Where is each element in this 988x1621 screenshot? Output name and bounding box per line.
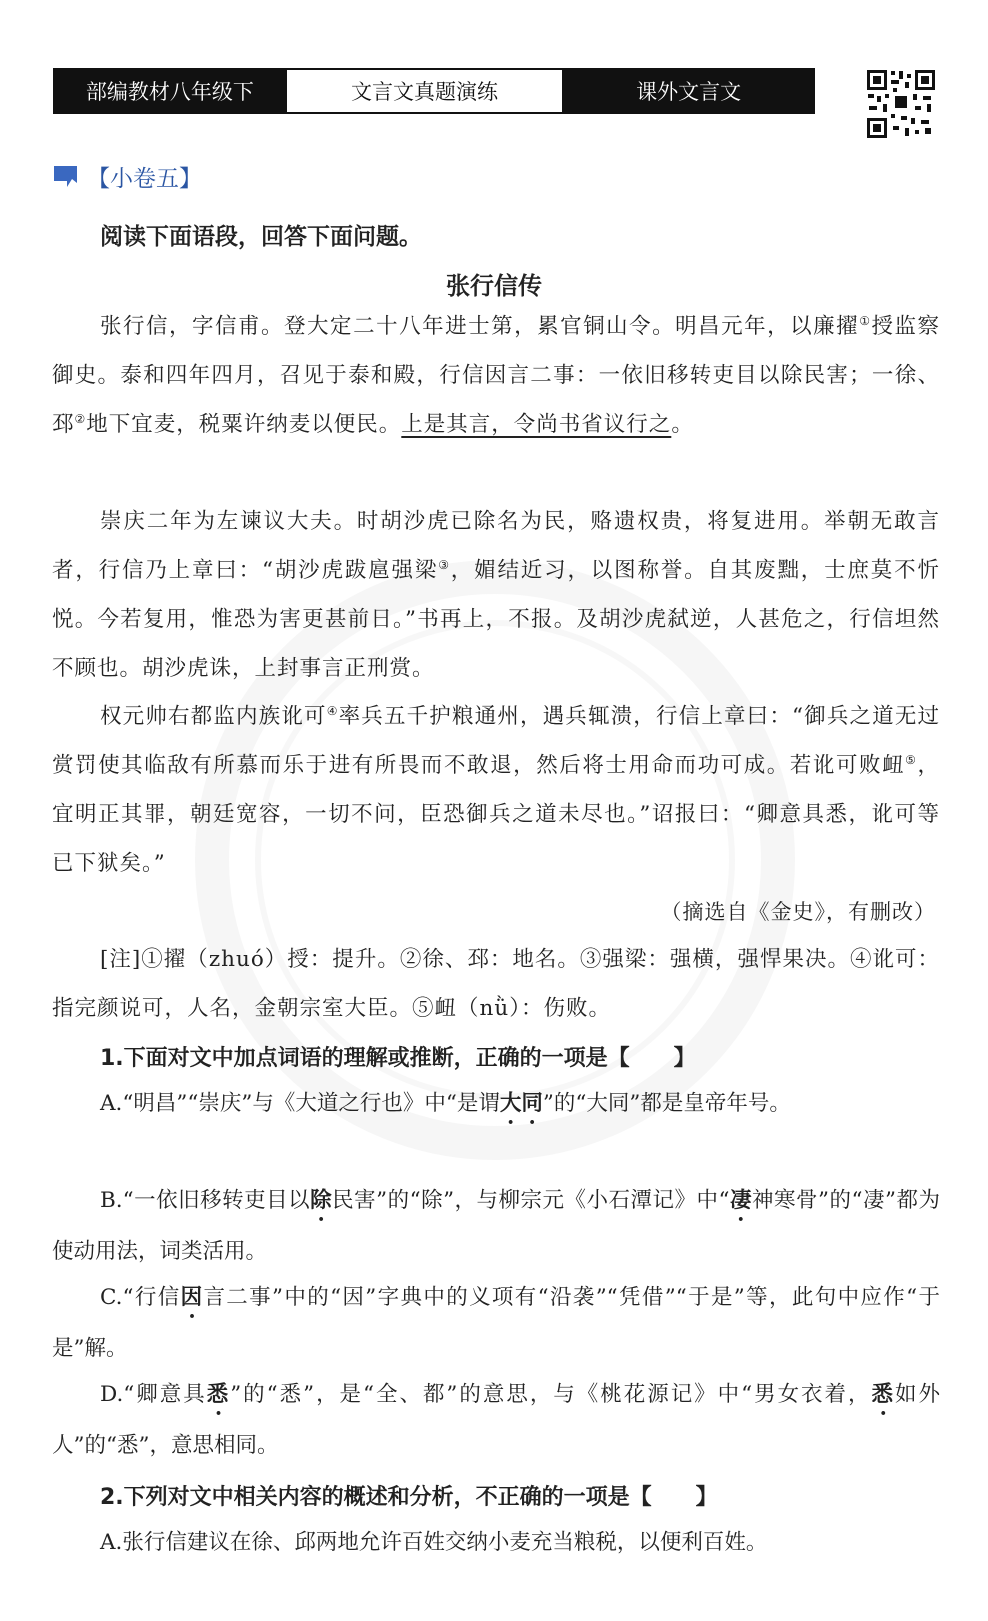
footnote-mark: ④ — [326, 703, 339, 718]
question-2-stem: 2.下列对文中相关内容的概述和分析，不正确的一项是【 】 — [100, 1485, 718, 1510]
bookmark-flag-icon — [53, 165, 79, 189]
text-span: 张行信，字信甫。登大定二十八年进士第，累官铜山令。明昌元年，以廉擢 — [100, 314, 860, 339]
header-topic: 文言文真题演练 — [285, 70, 565, 112]
text-span: 言二事”中的“因”字典中的义项有“沿袭”“凭借”“于是”等，此句中应作“于是”解。 — [52, 1285, 940, 1361]
question-1-option-d[interactable] — [52, 1369, 940, 1471]
question-1-stem: 1.下面对文中加点词语的理解或推断，正确的一项是【 】 — [100, 1046, 696, 1071]
dotted-word: 悉 — [871, 1382, 895, 1407]
text-span: ”的“大同”都是皇帝年号。 — [542, 1091, 791, 1116]
footnote-mark: ① — [859, 313, 872, 328]
underlined-sentence: 上是其言，令尚书省议行之 — [401, 412, 672, 437]
text-span: 民害”的“除”，与柳宗元《小石潭记》中“ — [332, 1188, 730, 1213]
text-span: C.“行信 — [100, 1285, 181, 1310]
text-span: 地下宜麦，税粟许纳麦以便民。 — [86, 412, 402, 437]
question-2-option-a[interactable]: A.张行信建议在徐、邱两地允许百姓交纳小麦充当粮税，以便利百姓。 — [100, 1530, 768, 1555]
text-span: 如外人”的“悉”，意思相同。 — [52, 1382, 940, 1458]
question-1-option-a[interactable] — [52, 1078, 940, 1129]
qr-code-icon — [865, 68, 937, 140]
text-span: D.“卿意具 — [100, 1382, 207, 1407]
text-span: 崇庆二年为左谏议大夫。时胡沙虎已除名为民，赂遗权贵，将复进用。举朝无敢言者，行信乃上章曰：“胡沙虎跋扈强梁 — [52, 509, 940, 583]
header-bar — [53, 68, 815, 114]
text-span: ”的“悉”，是“全、都”的意思，与《桃花源记》中“男女衣着， — [230, 1382, 872, 1407]
question-1-option-c[interactable] — [52, 1272, 940, 1374]
question-1-option-b[interactable] — [52, 1175, 940, 1277]
essay-title: 张行信传 — [446, 272, 542, 300]
section-title: 【小卷五】 — [87, 166, 202, 192]
text-span: 权元帅右都监内族讹可 — [100, 704, 327, 729]
header-category: 课外文言文 — [564, 70, 813, 112]
section-header — [53, 160, 202, 193]
footnote-mark: ② — [74, 411, 87, 426]
source-citation: （摘选自《金史》，有删改） — [660, 900, 936, 924]
footnote-mark: ⑤ — [905, 752, 918, 767]
dotted-word: 悉 — [206, 1382, 231, 1407]
essay-paragraph-2 — [52, 497, 940, 693]
text-span: B.“一依旧移转吏目以 — [100, 1188, 311, 1213]
essay-paragraph-1 — [52, 302, 940, 449]
dotted-word: 除 — [310, 1188, 333, 1213]
text-span: ，宜明正其罪，朝廷宽容，一切不问，臣恐御兵之道未尽也。”诏报曰：“卿意具悉，讹可等已下狱矣。” — [52, 753, 940, 876]
text-span: 。 — [671, 412, 694, 437]
footnote-mark: ③ — [438, 557, 451, 572]
essay-paragraph-3 — [52, 692, 940, 888]
header-grade: 部编教材八年级下 — [55, 70, 285, 112]
text-span: A.“明昌”“崇庆”与《大道之行也》中“是谓 — [100, 1091, 500, 1116]
reading-instruction: 阅读下面语段，回答下面问题。 — [100, 224, 422, 250]
dotted-word: 因 — [180, 1285, 204, 1310]
dotted-word: 大同 — [499, 1091, 543, 1116]
annotation-notes: [注]①擢（zhuó）授：提升。②徐、邳：地名。③强梁：强横，强悍果决。④讹可：指完颜说可，人名，金朝宗室大臣。⑤衄（nǜ）：伤败。 — [52, 947, 940, 1021]
text-span: 率兵五千护粮通州，遇兵辄溃，行信上章曰：“御兵之道无过赏罚使其临敌有所慕而乐于进有所畏而不敢退，然后将士用命而功可成。若讹可败衄 — [52, 704, 940, 778]
dotted-word: 凄 — [729, 1188, 753, 1213]
text-span: 授监察御史。泰和四年四月，召见于泰和殿，行信因言二事：一依旧移转吏目以除民害；一徐、邳 — [52, 314, 940, 437]
text-span: ，媚结近习，以图称誉。自其废黜，士庶莫不忻悦。今若复用，惟恐为害更甚前日。”书再上，不报。及胡沙虎弑逆，人甚危之，行信坦然不顾也。胡沙虎诛，上封事言正刑赏。 — [52, 558, 940, 681]
text-span: 神寒骨”的“凄”都为使动用法，词类活用。 — [52, 1188, 940, 1264]
